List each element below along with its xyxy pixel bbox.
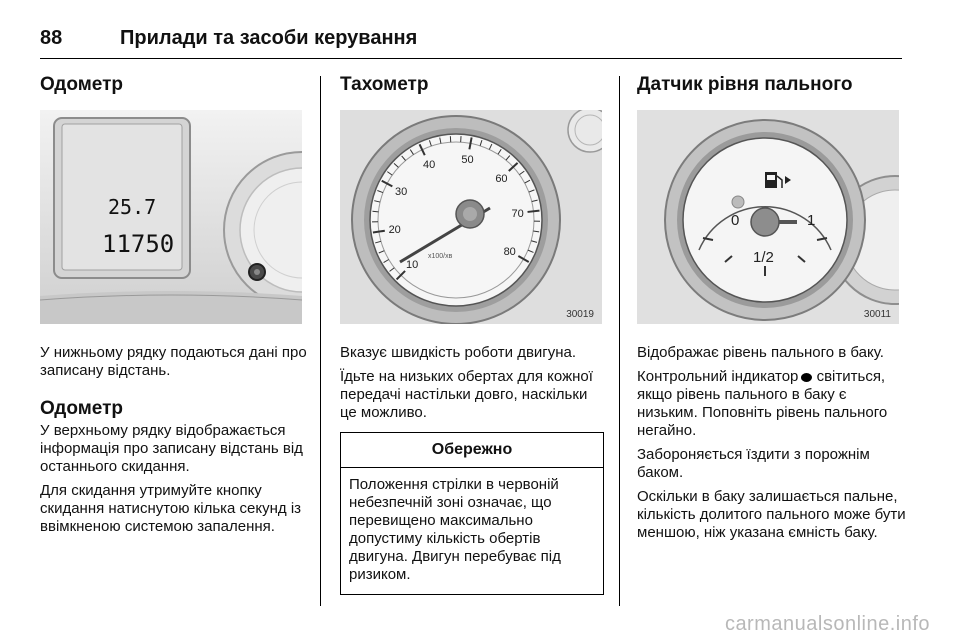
fuel-gauge-empty-label: 0 xyxy=(731,212,740,229)
warning-box xyxy=(340,432,604,595)
tachometer-scale-label-20: 20 xyxy=(388,224,401,237)
page-number: 88 xyxy=(40,26,63,49)
fuel-gauge-half-label: 1/2 xyxy=(753,249,774,266)
column-divider-2 xyxy=(619,76,620,606)
tachometer-illustration xyxy=(340,110,602,324)
odometer-illustration xyxy=(40,110,302,324)
fuel-body-1: Відображає рівень пального в баку. xyxy=(637,344,884,361)
page-header xyxy=(40,18,900,58)
tachometer-scale-label-10: 10 xyxy=(406,258,419,271)
fuel-gauge-illustration xyxy=(637,110,899,324)
tachometer-scale-label-60: 60 xyxy=(495,172,508,185)
site-watermark: carmanualsonline.info xyxy=(724,613,930,635)
odometer-body-2: Для скидання утримуйте кнопку скидання натиснутою кілька секунд із ввімкненою системою запалення. xyxy=(40,482,302,535)
odometer-figure xyxy=(40,110,302,324)
column-divider-1 xyxy=(320,76,321,606)
fuel-gauge-column xyxy=(637,74,907,542)
odometer-caption: У нижньому рядку подаються дані про записану відстань. xyxy=(40,344,307,379)
fuel-gauge-heading: Датчик рівня пального xyxy=(637,74,853,95)
odometer-subheading: Одометр xyxy=(40,398,124,419)
tachometer-column xyxy=(340,74,608,595)
odometer-body-1: У верхньому рядку відображається інформація про записану відстань від останнього скидання. xyxy=(40,422,303,475)
fuel-body-2 xyxy=(637,368,907,440)
tachometer-figure-number: 30019 xyxy=(566,309,594,320)
fuel-gauge-hub xyxy=(751,208,779,236)
odometer-total-reading: 11750 xyxy=(102,230,175,258)
tachometer-body-1: Вказує швидкість роботи двигуна. xyxy=(340,344,577,361)
odometer-heading: Одометр xyxy=(40,74,124,95)
warning-text: Положення стрілки в червоній небезпечній зоні означає, що перевищено максимально допустиму кількість обертів двигуна. Двигун перебуває під ризиком. xyxy=(349,476,561,583)
tachometer-minor-tick xyxy=(372,211,378,212)
tachometer-scale-label-40: 40 xyxy=(422,159,436,172)
tachometer-major-tick xyxy=(528,211,540,212)
odometer-trip-reading: 25.7 xyxy=(108,195,157,219)
fuel-gauge-full-label: 1 xyxy=(807,212,816,229)
fuel-gauge-figure xyxy=(637,110,899,324)
fuel-warning-indicator-icon xyxy=(801,373,812,382)
fuel-body-3: Забороняється їздити з порожнім баком. xyxy=(637,446,870,481)
warning-title: Обережно xyxy=(341,433,603,468)
tachometer-scale-label-50: 50 xyxy=(461,154,474,167)
header-rule xyxy=(40,58,902,59)
fuel-body-2-text: Контрольний індикатор xyxy=(637,368,799,385)
tachometer-scale-label-70: 70 xyxy=(511,208,524,221)
tachometer-heading: Тахометр xyxy=(340,74,429,95)
fuel-body-2b-text: світиться, якщо рівень пального в баку є низьким. Поповніть рівень пального негайно. xyxy=(637,368,888,439)
tachometer-body-2: Їдьте на низьких обертах для кожної передачі настільки довго, наскільки це можливо. xyxy=(340,368,593,421)
tachometer-figure xyxy=(340,110,602,324)
fuel-gauge-figure-number: 30011 xyxy=(863,309,891,320)
fuel-body-4: Оскільки в баку залишається пальне, кількість долитого пального може бути меншою, ніж указана ємність баку. xyxy=(637,488,906,541)
tachometer-scale-label-80: 80 xyxy=(503,246,516,258)
page-title: Прилади та засоби керування xyxy=(120,26,418,49)
odometer-column xyxy=(40,74,308,536)
tachometer-scale-label-30: 30 xyxy=(395,186,408,199)
tachometer-unit-label: х100/хв xyxy=(428,253,453,260)
